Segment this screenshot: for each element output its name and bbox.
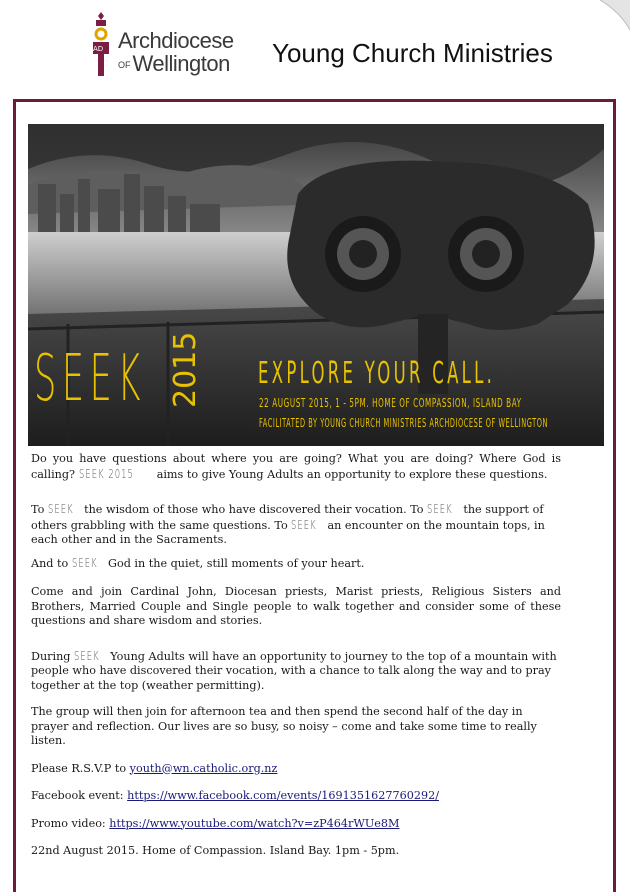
seek-text-a: the wisdom of those who have discovered their vocation. To (84, 503, 424, 516)
facebook-event-link[interactable]: https://www.facebook.com/events/1691351627760292/ (127, 789, 439, 802)
seek-to-1: To (31, 503, 45, 516)
promo-line (31, 817, 561, 832)
during-paragraph (31, 649, 561, 694)
org-title: Young Church Ministries (272, 38, 553, 68)
banner-seek-word: SEEK (34, 342, 146, 416)
join-paragraph: Come and join Cardinal John, Diocesan priests, Marist priests, Religious Sisters and Brothers, Married Couple and Single people to walk together and consider some of these questions and share wisdom and stories. (31, 585, 561, 627)
banner-subline-1: 22 AUGUST 2015, 1 - 5PM. HOME OF COMPASSION, ISLAND BAY (259, 396, 522, 410)
promo-video-link[interactable]: https://www.youtube.com/watch?v=zP464rWUe8M (109, 816, 400, 830)
logo-wordmark (118, 30, 234, 77)
seek-2015-tag: SEEK 2015 (78, 466, 134, 481)
event-details: 22nd August 2015. Home of Compassion. Island Bay. 1pm - 5pm. (31, 844, 400, 857)
seek-god-paragraph (31, 556, 561, 572)
promo-label: Promo video: (31, 816, 106, 830)
seek-text-b: the support of others grabbling with the same questions. To (31, 503, 544, 532)
during-text-b: Young Adults will have an opportunity to journey to the top of a mountain with people who have discovered their vocation, with a chance to talk along the way and to pray together at the top (weather permitting). (31, 649, 557, 692)
seek-word: SEEK (47, 502, 74, 516)
body-content (31, 452, 561, 859)
seek-god-text-b: God in the quiet, still moments of your heart. (108, 556, 365, 570)
logo-of: OF (118, 60, 131, 71)
seek-text-c: an encounter on the mountain tops, in each other and in the Sacraments. (31, 518, 545, 546)
archdiocese-logo (90, 12, 250, 82)
rsvp-line (31, 762, 561, 777)
logo-line-archdiocese: Archdiocese (118, 28, 234, 53)
header (0, 0, 630, 95)
banner-subline-2: FACILITATED BY YOUNG CHURCH MINISTRIES ARCHDIOCESE OF WELLINGTON (259, 416, 548, 430)
seek-word: SEEK (74, 648, 100, 663)
seek-word: SEEK (71, 555, 98, 570)
banner-year: 2015 (168, 331, 203, 408)
seek-paragraph (31, 502, 561, 548)
intro-text-a: Do you have questions about where you are going? What you are doing? Where God is calling? (31, 452, 561, 481)
logo-monogram: AD (93, 45, 104, 53)
rsvp-email-link[interactable]: youth@wn.catholic.org.nz (129, 761, 278, 775)
facebook-line (31, 789, 561, 804)
intro-text-b: aims to give Young Adults an opportunity to explore these questions. (156, 467, 548, 481)
logo-line-wellington (118, 52, 234, 77)
banner-headline: EXPLORE YOUR CALL. (258, 356, 496, 391)
seek-word: SEEK (427, 502, 453, 516)
during-text-a: During (31, 649, 71, 663)
rsvp-label: Please R.S.V.P to (31, 761, 127, 775)
facebook-label: Facebook event: (31, 789, 124, 802)
intro-paragraph (31, 452, 561, 482)
seek-god-text-a: And to (31, 556, 69, 570)
logo-wellington: Wellington (132, 51, 230, 76)
afternoon-paragraph: The group will then join for afternoon tea and then spend the second half of the day in prayer and reflection. Our lives are so busy, so noisy – come and take some time to really listen. (31, 705, 537, 747)
seek-word: SEEK (291, 517, 317, 532)
seek-banner (28, 124, 604, 446)
